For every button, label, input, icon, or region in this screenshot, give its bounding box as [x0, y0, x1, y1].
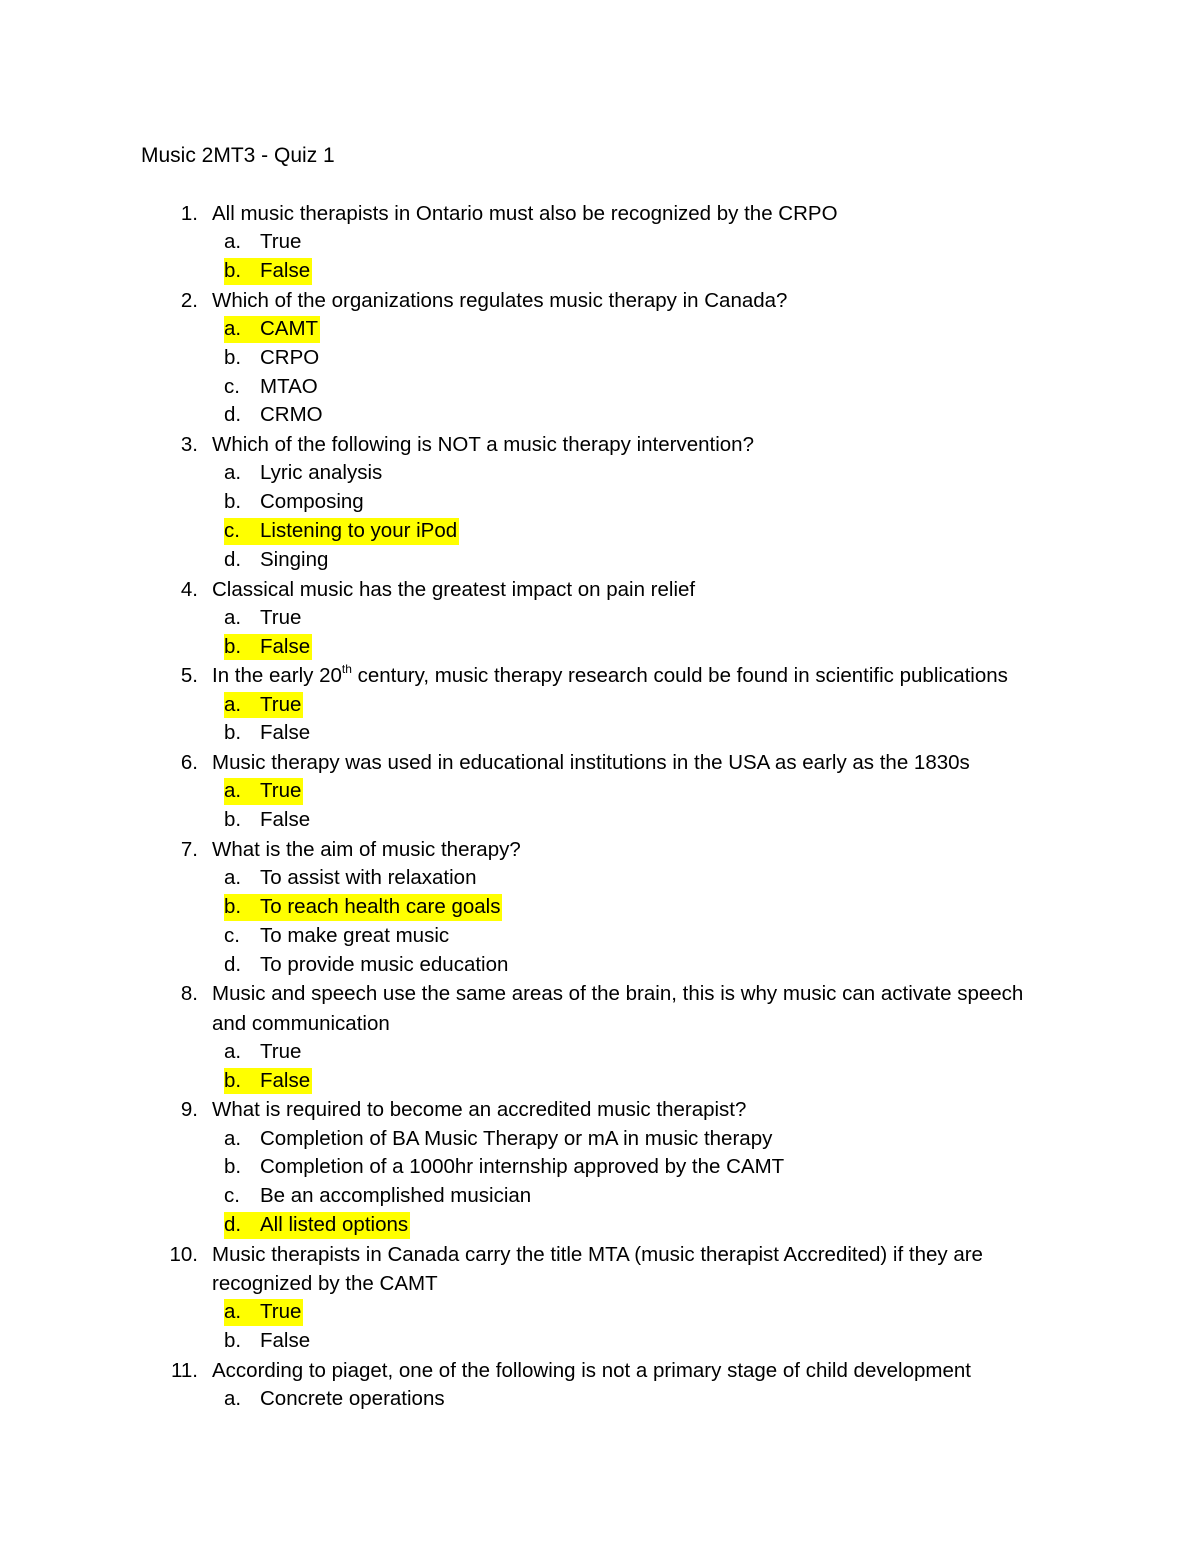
question-11	[0, 1356, 1200, 1414]
option-d	[0, 401, 1200, 430]
option-c	[0, 1182, 1200, 1211]
question-number: 8.	[180, 982, 198, 1006]
option-text: Singing	[260, 547, 329, 571]
question-number: 6.	[180, 751, 198, 775]
option-a-highlighted	[0, 777, 1200, 806]
option-list	[0, 691, 1200, 749]
option-b	[0, 806, 1200, 835]
question-number: 2.	[180, 288, 198, 312]
option-letter: d.	[224, 403, 242, 427]
option-a	[0, 1038, 1200, 1067]
option-text: False	[260, 808, 311, 832]
option-text: All listed options	[260, 1212, 409, 1236]
question-text: What is required to become an accredited music therapist?	[212, 1098, 747, 1122]
option-text: CRMO	[260, 403, 323, 427]
option-text: To provide music education	[260, 952, 509, 976]
option-text: CAMT	[260, 317, 319, 340]
option-text: Lyric analysis	[260, 461, 383, 485]
question-4	[0, 575, 1200, 662]
option-d	[0, 546, 1200, 575]
option-letter: a.	[224, 1386, 242, 1410]
option-text: Be an accomplished musician	[260, 1184, 532, 1208]
option-letter: b.	[224, 808, 242, 832]
option-list	[0, 1385, 1200, 1414]
option-text: Completion of BA Music Therapy or mA in music therapy	[260, 1126, 773, 1150]
question-6	[0, 748, 1200, 835]
option-letter: b.	[224, 1155, 242, 1179]
option-text: True	[260, 230, 302, 254]
question-9	[0, 1095, 1200, 1239]
option-a	[0, 864, 1200, 893]
option-a	[0, 604, 1200, 633]
option-letter: d.	[224, 952, 242, 976]
question-7	[0, 835, 1200, 979]
option-letter: a.	[224, 461, 242, 485]
option-letter: a.	[224, 605, 242, 629]
question-text-end: century, music therapy research could be found in scientific publications	[351, 664, 1008, 688]
option-letter: c.	[224, 374, 240, 398]
option-text: True	[260, 779, 302, 803]
option-a-highlighted	[0, 315, 1200, 344]
option-b-highlighted	[0, 257, 1200, 286]
question-2	[0, 286, 1200, 430]
question-number: 1.	[180, 202, 198, 225]
option-letter: b.	[224, 490, 242, 514]
option-text: True	[260, 605, 302, 629]
option-letter: a.	[224, 1126, 242, 1150]
question-number: 3.	[180, 433, 198, 457]
question-8	[0, 979, 1200, 1095]
option-b	[0, 1153, 1200, 1182]
question-text: Which of the organizations regulates music therapy in Canada?	[212, 288, 788, 312]
option-text: False	[260, 634, 311, 658]
option-letter: b.	[224, 1068, 242, 1092]
option-text: To reach health care goals	[260, 894, 501, 918]
option-list	[0, 1298, 1200, 1356]
option-text: False	[260, 1328, 311, 1352]
ordinal-superscript: th	[341, 662, 352, 677]
option-list	[0, 459, 1200, 574]
question-number: 9.	[180, 1098, 198, 1122]
question-text: According to piaget, one of the following is not a primary stage of child development	[212, 1358, 971, 1382]
option-text: To assist with relaxation	[260, 866, 477, 890]
option-text: True	[260, 692, 302, 716]
option-list	[0, 1038, 1200, 1096]
option-text: Concrete operations	[260, 1386, 445, 1410]
option-text: True	[260, 1039, 302, 1063]
option-b	[0, 344, 1200, 373]
option-letter: a.	[224, 1300, 242, 1324]
option-letter: d.	[224, 1212, 242, 1236]
option-letter: b.	[224, 721, 242, 745]
question-number: 7.	[180, 837, 198, 861]
option-text: False	[260, 259, 311, 282]
question-text: Classical music has the greatest impact on pain relief	[212, 577, 696, 601]
option-list	[0, 864, 1200, 979]
option-text: False	[260, 721, 311, 745]
option-text: MTAO	[260, 374, 318, 398]
option-letter: b.	[224, 1328, 242, 1352]
question-text: What is the aim of music therapy?	[212, 837, 521, 861]
option-a-highlighted	[0, 691, 1200, 720]
option-a	[0, 1385, 1200, 1414]
question-1	[0, 199, 1200, 286]
option-a	[0, 228, 1200, 257]
option-letter: a.	[224, 779, 242, 803]
option-letter: a.	[224, 692, 242, 716]
option-list	[0, 777, 1200, 835]
option-list	[0, 1125, 1200, 1240]
question-text: Music and speech use the same areas of the brain, this is why music can activate speech and communication	[212, 982, 1024, 1035]
option-b-highlighted	[0, 893, 1200, 922]
question-number: 4.	[180, 577, 198, 601]
question-text-start: In the early 20	[212, 664, 342, 688]
option-c-highlighted	[0, 517, 1200, 546]
question-text: Music therapy was used in educational institutions in the USA as early as the 1830s	[212, 751, 970, 775]
question-text: All music therapists in Ontario must also be recognized by the CRPO	[212, 202, 838, 225]
option-text: True	[260, 1300, 302, 1324]
option-letter: b.	[224, 634, 242, 658]
option-letter: d.	[224, 547, 242, 571]
option-b-highlighted	[0, 633, 1200, 662]
option-d-highlighted	[0, 1211, 1200, 1240]
option-a-highlighted	[0, 1298, 1200, 1327]
option-list	[0, 315, 1200, 430]
option-letter: a.	[224, 317, 242, 340]
option-c	[0, 922, 1200, 951]
question-number: 11.	[171, 1358, 198, 1382]
option-letter: b.	[224, 894, 242, 918]
option-text: Listening to your iPod	[260, 518, 458, 542]
option-letter: a.	[224, 866, 242, 890]
option-letter: c.	[224, 518, 240, 542]
question-text: Music therapists in Canada carry the title MTA (music therapist Accredited) if they are recognized by the CAMT	[212, 1242, 983, 1295]
option-text: False	[260, 1068, 311, 1092]
page-title: Music 2MT3 - Quiz 1	[141, 144, 335, 167]
option-list	[0, 228, 1200, 286]
question-list	[0, 199, 1200, 1414]
option-list	[0, 604, 1200, 662]
question-number: 5.	[180, 664, 198, 688]
option-b	[0, 1327, 1200, 1356]
option-c	[0, 373, 1200, 402]
option-letter: a.	[224, 230, 242, 254]
question-5	[0, 661, 1200, 748]
question-text: Which of the following is NOT a music therapy intervention?	[212, 433, 754, 457]
question-10	[0, 1240, 1200, 1356]
option-a	[0, 1125, 1200, 1154]
option-text: To make great music	[260, 923, 450, 947]
option-text: CRPO	[260, 345, 320, 369]
option-text: Composing	[260, 490, 364, 514]
question-3	[0, 430, 1200, 574]
option-b	[0, 488, 1200, 517]
option-letter: c.	[224, 923, 240, 947]
option-letter: a.	[224, 1039, 242, 1063]
option-b	[0, 719, 1200, 748]
option-a	[0, 459, 1200, 488]
question-text	[212, 661, 1060, 690]
option-letter: c.	[224, 1184, 240, 1208]
question-number: 10.	[169, 1242, 198, 1266]
option-text: Completion of a 1000hr internship approved by the CAMT	[260, 1155, 785, 1179]
option-b-highlighted	[0, 1067, 1200, 1096]
option-letter: b.	[224, 259, 242, 282]
option-letter: b.	[224, 345, 242, 369]
option-d	[0, 951, 1200, 980]
